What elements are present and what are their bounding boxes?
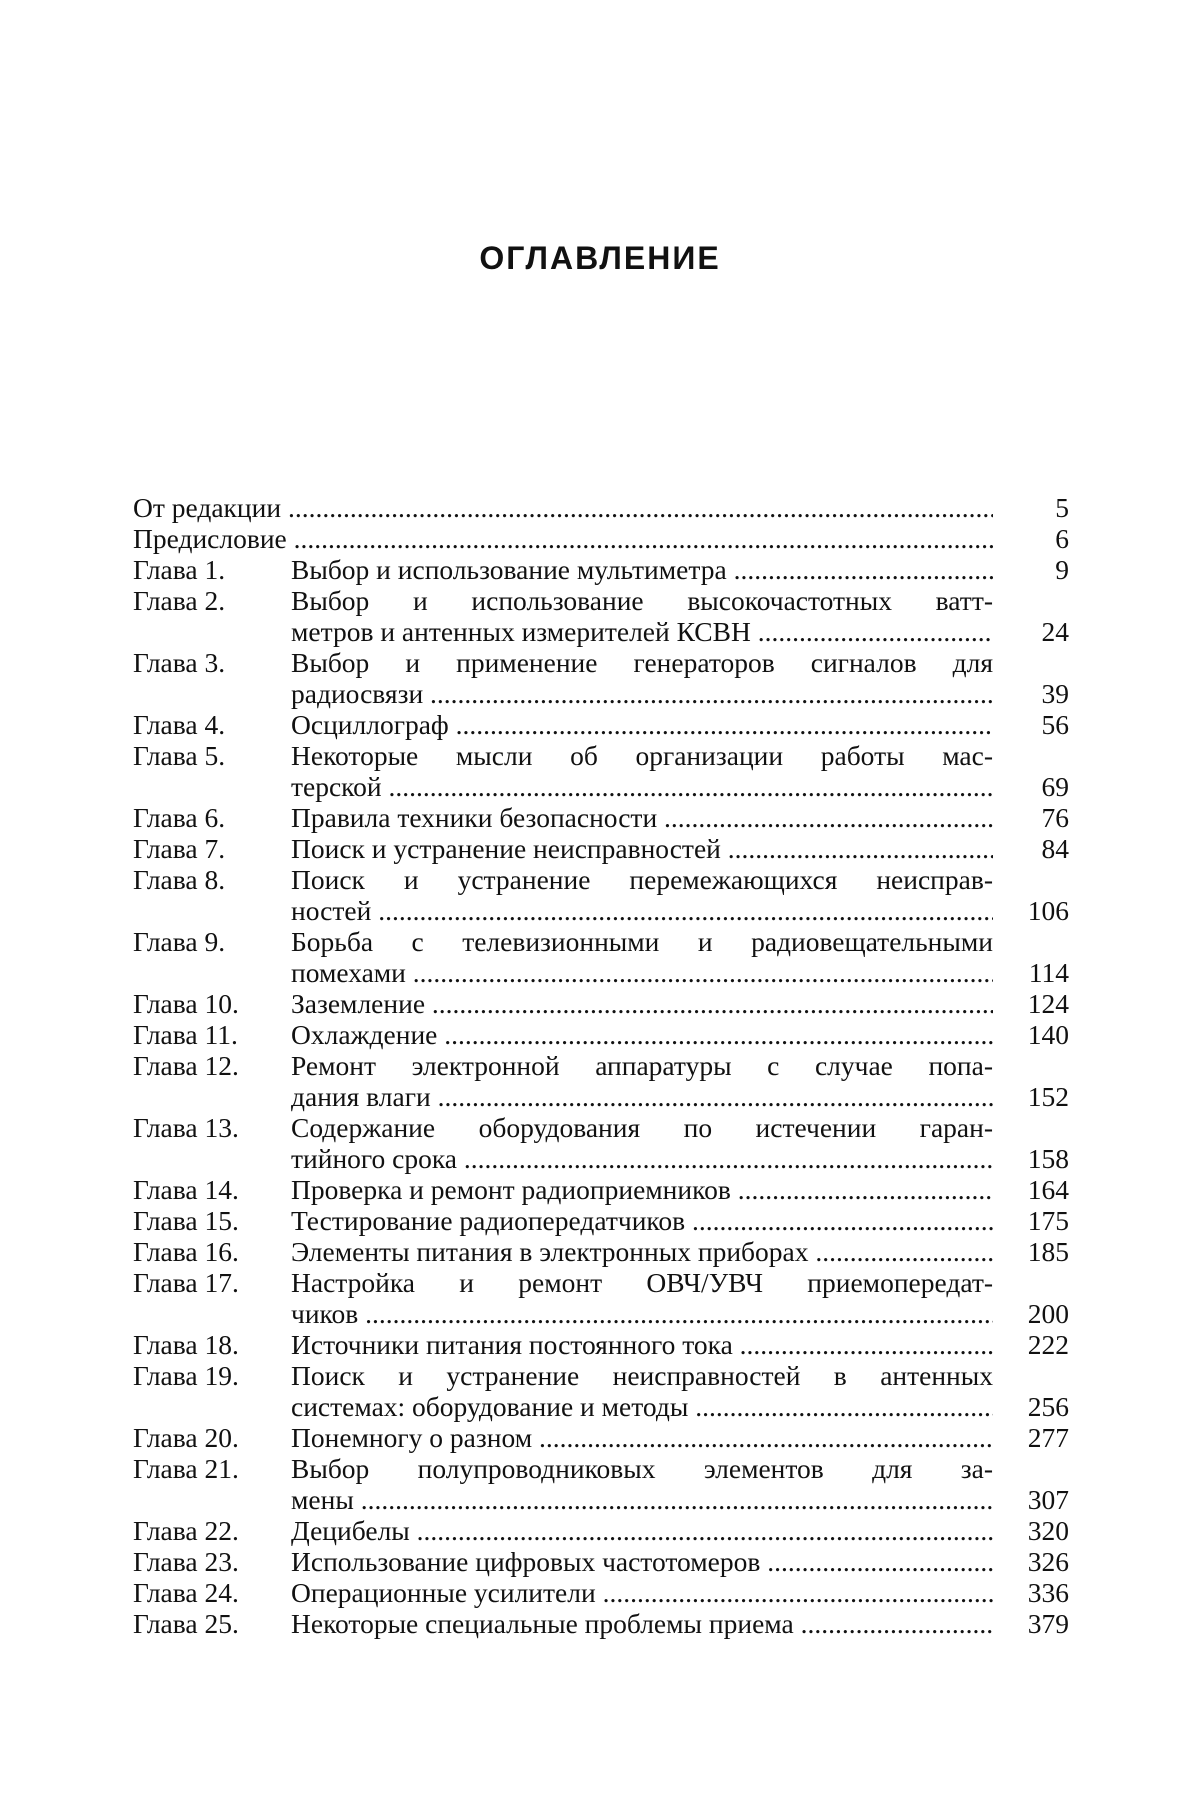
page-number: 164 [1027, 1174, 1069, 1205]
chapter-label: Глава 21. [133, 1453, 239, 1484]
chapter-label: Глава 12. [133, 1050, 239, 1081]
entry-title-text: ностей [291, 895, 372, 926]
entry-title [291, 1608, 993, 1639]
entry-title-text: системах: оборудование и методы [291, 1391, 689, 1422]
page-number: 5 [1055, 492, 1069, 523]
entry-title-text: Некоторые специальные проблемы приема [291, 1608, 794, 1639]
chapter-label: Глава 17. [133, 1267, 239, 1298]
toc-entry [133, 554, 1069, 585]
entry-title [291, 988, 993, 1019]
entry-title-text: Предисловие [133, 523, 287, 554]
entry-title [291, 1546, 993, 1577]
entry-title-text: Заземление [291, 988, 426, 1019]
chapter-label: Глава 16. [133, 1236, 239, 1267]
page-number: 222 [1027, 1329, 1069, 1360]
entry-title-last-line [291, 1391, 993, 1422]
toc-entry [133, 802, 1069, 833]
entry-title-line: Поиск и устранение перемежающихся неиспрaв- [291, 864, 993, 895]
entry-title-last-line [291, 1484, 993, 1515]
entry-title-last-line [291, 1329, 993, 1360]
chapter-label: Глава 8. [133, 864, 226, 895]
chapter-label: Глава 24. [133, 1577, 239, 1608]
entry-title-last-line [133, 523, 993, 554]
chapter-label: Глава 11. [133, 1019, 238, 1050]
entry-title-last-line [291, 554, 993, 585]
toc-entry [133, 864, 1069, 926]
entry-title-last-line [291, 1081, 993, 1112]
page-number: 24 [1041, 616, 1069, 647]
page-number: 69 [1041, 771, 1069, 802]
entry-title [291, 1515, 993, 1546]
entry-title-last-line [291, 1205, 993, 1236]
page-number: 320 [1027, 1515, 1069, 1546]
entry-title [133, 492, 993, 523]
entry-title [291, 1050, 993, 1112]
entry-title [291, 864, 993, 926]
toc-entry [133, 647, 1069, 709]
entry-title-last-line [291, 833, 993, 864]
entry-title-last-line [291, 1422, 993, 1453]
toc-entry [133, 926, 1069, 988]
entry-title-text: мены [291, 1484, 354, 1515]
chapter-label: Глава 6. [133, 802, 226, 833]
entry-title [291, 1205, 993, 1236]
entry-title-text: Операционные усилители [291, 1577, 596, 1608]
entry-title-last-line [291, 802, 993, 833]
page-number: 39 [1041, 678, 1069, 709]
toc-entry [133, 1422, 1069, 1453]
entry-title-last-line [291, 1577, 993, 1608]
entry-title-last-line [291, 1236, 993, 1267]
entry-title-text: метров и антенных измерителей КСВН [291, 616, 751, 647]
toc-entry [133, 1236, 1069, 1267]
entry-title-line: Ремонт электронной аппаратуры с случае попа- [291, 1050, 993, 1081]
toc-entry [133, 1050, 1069, 1112]
chapter-label: Глава 23. [133, 1546, 239, 1577]
page-number: 336 [1027, 1577, 1069, 1608]
entry-title-text: Источники питания постоянного тока [291, 1329, 733, 1360]
table-of-contents [133, 492, 1069, 1639]
entry-title-line: Борьба с телевизионными и радиовещательными [291, 926, 993, 957]
page-number: 6 [1055, 523, 1069, 554]
entry-title-last-line [291, 1298, 993, 1329]
page-number: 76 [1041, 802, 1069, 833]
entry-title [291, 647, 993, 709]
entry-title [291, 1453, 993, 1515]
entry-title-text: Охлаждение [291, 1019, 438, 1050]
page-number: 185 [1027, 1236, 1069, 1267]
toc-entry [133, 1515, 1069, 1546]
entry-title-text: чиков [291, 1298, 359, 1329]
toc-entry [133, 833, 1069, 864]
toc-entry [133, 1019, 1069, 1050]
entry-title-line: Некоторые мысли об организации работы мас- [291, 740, 993, 771]
page-title: ОГЛАВЛЕНИЕ [479, 240, 721, 276]
page-number: 106 [1027, 895, 1069, 926]
chapter-label: Глава 3. [133, 647, 226, 678]
entry-title-last-line [133, 492, 993, 523]
entry-title-last-line [291, 678, 993, 709]
entry-title-text: радиосвязи [291, 678, 424, 709]
entry-title-last-line [291, 1608, 993, 1639]
entry-title-text: дания влаги [291, 1081, 431, 1112]
toc-entry [133, 1360, 1069, 1422]
page-number: 256 [1027, 1391, 1069, 1422]
entry-title [291, 1019, 993, 1050]
toc-entry [133, 1267, 1069, 1329]
page-number: 158 [1027, 1143, 1069, 1174]
entry-title-last-line [291, 957, 993, 988]
chapter-label: Глава 20. [133, 1422, 239, 1453]
chapter-label: Глава 18. [133, 1329, 239, 1360]
entry-title-text: терской [291, 771, 382, 802]
entry-title-text: помехами [291, 957, 406, 988]
entry-title [291, 833, 993, 864]
entry-title-line: Поиск и устранение неисправностей в антенных [291, 1360, 993, 1391]
page-number: 84 [1041, 833, 1069, 864]
page-number: 277 [1027, 1422, 1069, 1453]
chapter-label: Глава 25. [133, 1608, 239, 1639]
chapter-label: Глава 2. [133, 585, 226, 616]
entry-title-text: Осциллограф [291, 709, 449, 740]
toc-entry [133, 988, 1069, 1019]
chapter-label: Глава 15. [133, 1205, 239, 1236]
entry-title [291, 926, 993, 988]
entry-title-text: тийного срока [291, 1143, 457, 1174]
entry-title [291, 585, 993, 647]
entry-title [291, 1329, 993, 1360]
entry-title-last-line [291, 1143, 993, 1174]
chapter-label: Глава 9. [133, 926, 226, 957]
toc-entry [133, 523, 1069, 554]
page-number: 379 [1027, 1608, 1069, 1639]
toc-entry [133, 1205, 1069, 1236]
entry-title [291, 1267, 993, 1329]
chapter-label: Глава 14. [133, 1174, 239, 1205]
entry-title [291, 1236, 993, 1267]
toc-entry [133, 1577, 1069, 1608]
toc-entry [133, 740, 1069, 802]
page-number: 152 [1027, 1081, 1069, 1112]
toc-entry [133, 1329, 1069, 1360]
entry-title-last-line [291, 1019, 993, 1050]
chapter-label: Глава 19. [133, 1360, 239, 1391]
entry-title-text: Тестирование радиопередатчиков [291, 1205, 686, 1236]
entry-title [291, 1360, 993, 1422]
chapter-label: Глава 22. [133, 1515, 239, 1546]
entry-title-last-line [291, 988, 993, 1019]
page-number: 200 [1027, 1298, 1069, 1329]
entry-title-text: Правила техники безопасности [291, 802, 658, 833]
page-number: 307 [1027, 1484, 1069, 1515]
entry-title-last-line [291, 616, 993, 647]
entry-title-text: Выбор и использование мультиметра [291, 554, 727, 585]
chapter-label: Глава 10. [133, 988, 239, 1019]
page-number: 56 [1041, 709, 1069, 740]
entry-title-last-line [291, 1546, 993, 1577]
toc-entry [133, 492, 1069, 523]
entry-title [291, 709, 993, 740]
entry-title [291, 740, 993, 802]
toc-entry [133, 1174, 1069, 1205]
entry-title-last-line [291, 1174, 993, 1205]
entry-title-line: Настройка и ремонт ОВЧ/УВЧ приемопередат- [291, 1267, 993, 1298]
entry-title-last-line [291, 1515, 993, 1546]
entry-title [291, 802, 993, 833]
toc-entry [133, 1546, 1069, 1577]
entry-title-line: Выбор полупроводниковых элементов для за- [291, 1453, 993, 1484]
page-number: 140 [1027, 1019, 1069, 1050]
page-number: 326 [1027, 1546, 1069, 1577]
entry-title-text: Использование цифровых частотомеров [291, 1546, 761, 1577]
entry-title-line: Содержание оборудования по истечении гаран- [291, 1112, 993, 1143]
entry-title [133, 523, 993, 554]
entry-title-last-line [291, 771, 993, 802]
toc-entry [133, 585, 1069, 647]
entry-title-last-line [291, 709, 993, 740]
chapter-label: Глава 13. [133, 1112, 239, 1143]
chapter-label: Глава 7. [133, 833, 226, 864]
entry-title-text: От редакции [133, 492, 282, 523]
page-number: 175 [1027, 1205, 1069, 1236]
entry-title-text: Проверка и ремонт радиоприемников [291, 1174, 731, 1205]
entry-title-text: Понемногу о разном [291, 1422, 533, 1453]
page-number: 9 [1055, 554, 1069, 585]
entry-title-text: Поиск и устранение неисправностей [291, 833, 721, 864]
entry-title [291, 1422, 993, 1453]
entry-title [291, 1174, 993, 1205]
entry-title-line: Выбор и применение генераторов сигналов для [291, 647, 993, 678]
entry-title [291, 1577, 993, 1608]
page-number: 124 [1027, 988, 1069, 1019]
toc-entry [133, 1453, 1069, 1515]
chapter-label: Глава 1. [133, 554, 226, 585]
chapter-label: Глава 5. [133, 740, 226, 771]
toc-entry [133, 1608, 1069, 1639]
entry-title-text: Элементы питания в электронных приборах [291, 1236, 809, 1267]
chapter-label: Глава 4. [133, 709, 226, 740]
toc-entry [133, 709, 1069, 740]
entry-title-text: Децибелы [291, 1515, 410, 1546]
entry-title-last-line [291, 895, 993, 926]
toc-entry [133, 1112, 1069, 1174]
entry-title [291, 1112, 993, 1174]
entry-title [291, 554, 993, 585]
entry-title-line: Выбор и использование высокочастотных ватт- [291, 585, 993, 616]
page-number: 114 [1028, 957, 1069, 988]
